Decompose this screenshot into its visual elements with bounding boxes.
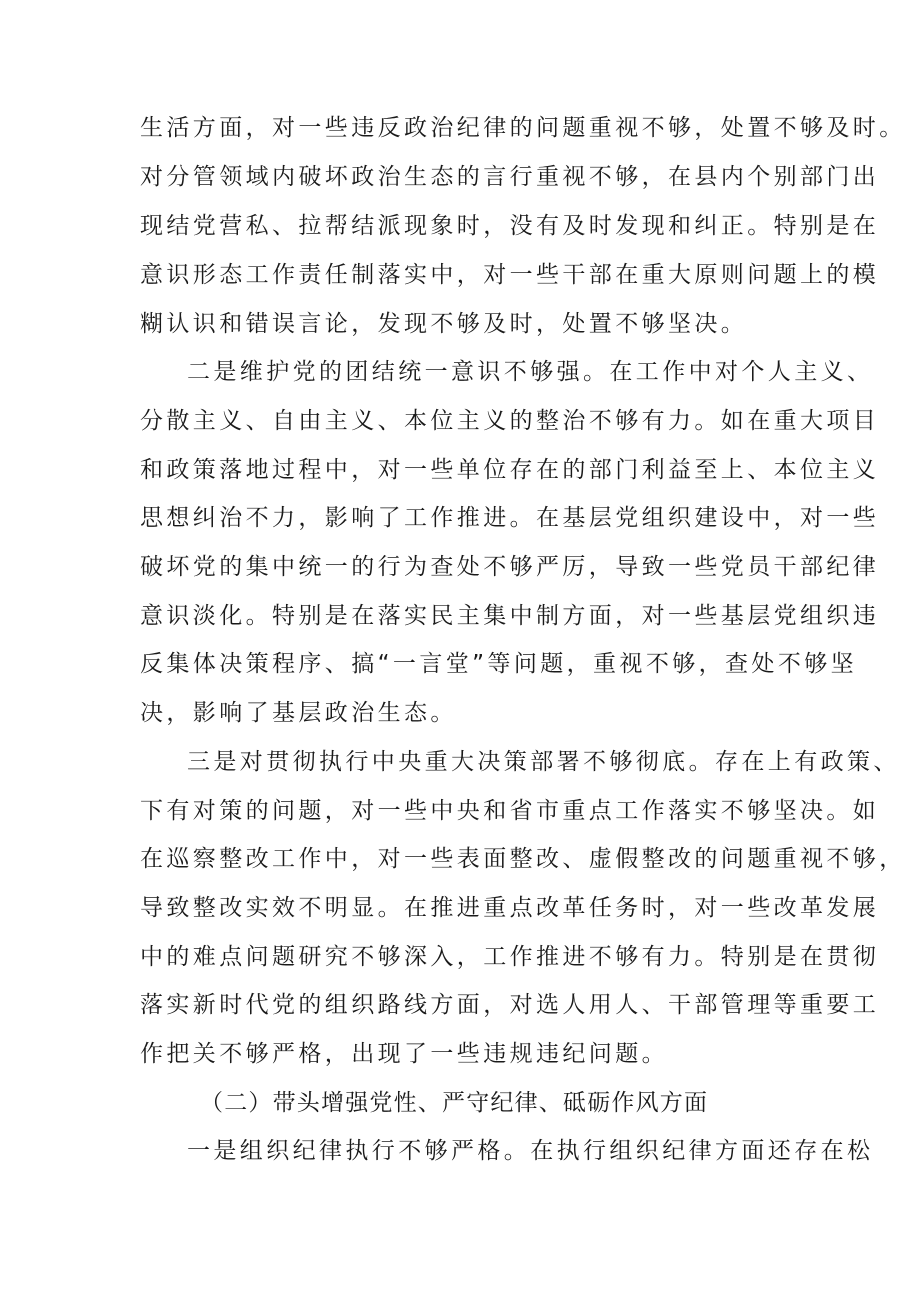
text-line-2: 对分管领域内破坏政治生态的言行重视不够，在县内个别部门出	[140, 164, 880, 190]
text-line-10: 破坏党的集中统一的行为查处不够严厉，导致一些党员干部纪律	[140, 554, 880, 580]
text-line-3: 现结党营私、拉帮结派现象时，没有及时发现和纠正。特别是在	[140, 213, 880, 239]
text-line-9: 思想纠治不力，影响了工作推进。在基层党组织建设中，对一些	[140, 505, 880, 531]
text-line-5: 糊认识和错误言论，发现不够及时，处置不够坚决。	[140, 311, 748, 337]
paragraph-2-first-line: 二是维护党的团结统一意识不够强。在工作中对个人主义、	[187, 359, 874, 385]
text-line-11: 意识淡化。特别是在落实民主集中制方面，对一些基层党组织违	[140, 603, 880, 629]
text-line-20: 作把关不够严格，出现了一些违规违纪问题。	[140, 1041, 668, 1067]
text-line-17: 导致整改实效不明显。在推进重点改革任务时，对一些改革发展	[140, 895, 880, 921]
text-line-8: 和政策落地过程中，对一些单位存在的部门利益至上、本位主义	[140, 457, 880, 483]
text-line-7: 分散主义、自由主义、本位主义的整治不够有力。如在重大项目	[140, 408, 880, 434]
text-line-18: 中的难点问题研究不够深入，工作推进不够有力。特别是在贯彻	[140, 944, 880, 970]
text-line-13: 决，影响了基层政治生态。	[140, 700, 457, 726]
text-line-4: 意识形态工作责任制落实中，对一些干部在重大原则问题上的模	[140, 262, 880, 288]
section-heading: （二）带头增强党性、严守纪律、砥砺作风方面	[200, 1090, 709, 1116]
text-line-1: 生活方面，对一些违反政治纪律的问题重视不够，处置不够及时。	[140, 115, 906, 141]
text-line-19: 落实新时代党的组织路线方面，对选人用人、干部管理等重要工	[140, 992, 880, 1018]
text-line-15: 下有对策的问题，对一些中央和省市重点工作落实不够坚决。如	[140, 798, 880, 824]
text-line-12: 反集体决策程序、搞“一言堂”等问题，重视不够，查处不够坚	[140, 651, 858, 677]
paragraph-4-first-line: 一是组织纪律执行不够严格。在执行组织纪律方面还存在松	[187, 1138, 874, 1164]
text-line-16: 在巡察整改工作中，对一些表面整改、虚假整改的问题重视不够，	[140, 846, 906, 872]
paragraph-3-first-line: 三是对贯彻执行中央重大决策部署不够彻底。存在上有政策、	[187, 749, 900, 775]
